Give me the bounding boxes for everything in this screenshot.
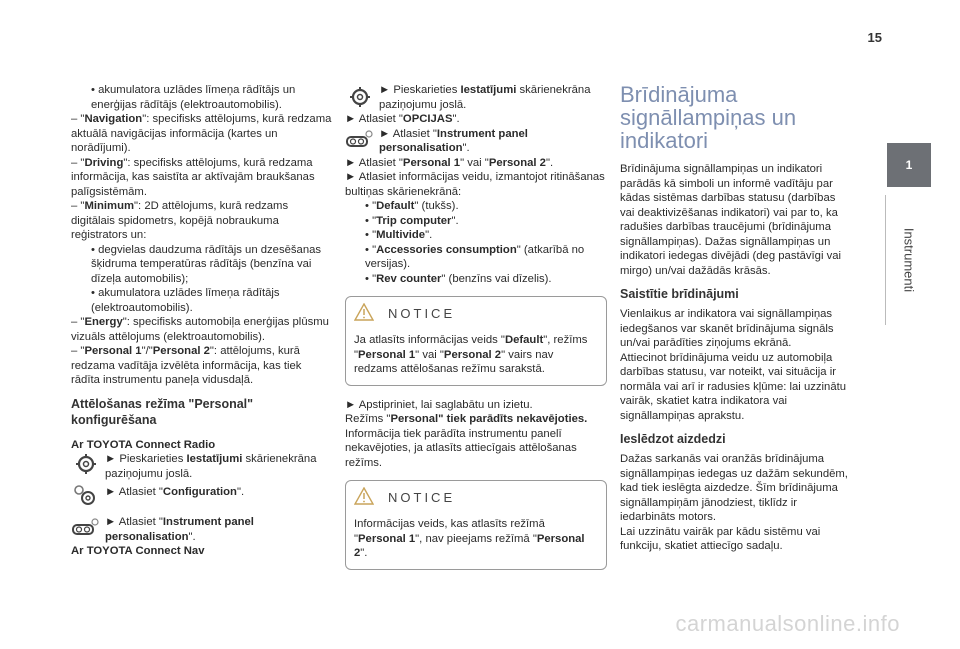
option-default: • "Default" (tukšs). [365,200,459,212]
mode-minimum: – "Minimum": 2D attēlojums, kurā redzams digitālais spidometrs, kopējā nobraukuma reģistrators un: [71,200,289,241]
paragraph-ignition-1: Dažas sarkanās vai oranžās brīdinājuma signāllampiņas iedegas uz dažām sekundēm, kad tiek ieslēgta aizdedze. Šīm brīdinājuma signāllampiņām jānodziest, tiklīdz ir iedarbināts motors. [620,453,848,523]
section-title-warning-lamps: Brīdinājuma signāllampiņas un indikatori [620,82,797,153]
step-confirm: ► Apstipriniet, lai saglabātu un izietu. [345,398,533,411]
notice-box-personal: NOTICE Informācijas veids, kas atlasīts režīmā "Personal 1", nav pieejams režīmā "Personal 2". [345,480,607,570]
step-info-type: ► Atlasiet informācijas veidu, izmantojot ritināšanas bultiņas skārienekrānā: [345,171,605,198]
step-configuration: ► Atlasiet "Configuration". [71,483,333,507]
mode-driving: – "Driving": specifisks attēlojums, kurā redzama informācija, kas saistīta ar aktīvajām braukšanas palīgsistēmām. [71,156,315,198]
bullet-battery-level: • akumulatora uzlādes līmeņa rādītājs un enerģijas rādītājs (elektroautomobilis). [91,84,296,111]
mode-shown-line: Režīms "Personal" tiek parādīts nekavējoties. [345,413,588,425]
column-left [71,83,333,559]
instrument-panel-icon [71,515,99,539]
step-settings: ► Pieskarieties Iestatījumi skārienekrāna paziņojumu joslā. [71,452,333,481]
configuration-gears-icon [71,483,99,507]
heading-related-warnings: Saistītie brīdinājumi [620,287,739,301]
step-settings-nav: ► Pieskarieties Iestatījumi skārienekrāna paziņojumu joslā. [345,83,607,112]
option-rev-counter: • "Rev counter" (benzīns vai dīzelis). [365,272,552,285]
settings-gear-icon [71,452,99,476]
step-personal-select: ► Atlasiet "Personal 1" vai "Personal 2". [345,156,554,169]
warning-triangle-icon [354,487,374,510]
step-instrument-panel: ► Atlasiet "Instrument panel personalisation". [71,515,333,544]
notice-box-default: NOTICE Ja atlasīts informācijas veids "Default", režīms "Personal 1" vai "Personal 2" vairs nav redzams attēlošanas režīmu sarakstā. [345,296,607,386]
notice-label: NOTICE [388,489,456,505]
bullet-battery-level-2: • akumulatora uzlādes līmeņa rādītājs (elektroautomobilis). [91,287,280,314]
option-accessories: • "Accessories consumption" (atkarībā no versijas). [365,243,585,270]
heading-ignition: Ieslēdzot aizdedzi [620,432,726,446]
intro-paragraph: Brīdinājuma signāllampiņas un indikatori parādās kā simboli un informē vadītāju par kādas sistēmas darbības statusu (darbības vai deaktivizēšanas indikatori) vai par to, ka radušies darbības traucējumi (brīdinājuma signāllampiņas). Dažas signāllampiņas un indikatori iedegas divējādi (deg pastāvīgi vai mirgo) un/vai dažādās krāsās. [620,163,842,277]
instrument-panel-icon [345,127,373,151]
subheading-connect-nav: Ar TOYOTA Connect Nav [71,545,205,557]
paragraph-related-2: Attiecinot brīdinājuma veidu uz automobiļa darbības statusu, var noteikt, vai situācija ir normāla vai arī ir radusies kļūme: lai uzzinātu vairāk, skatiet katra indikatora vai signāllampiņas aprakstu. [620,351,847,422]
subheading-connect-radio: Ar TOYOTA Connect Radio [71,438,216,451]
step-instrument-panel-nav: ► Atlasiet "Instrument panel personalisation". [345,127,607,156]
info-shown-text: Informācija tiek parādīta instrumentu panelī nekavējoties, ja atlasīts attiecīgais attēlošanas režīms. [345,427,577,469]
bullet-fuel-gauge: • degvielas daudzuma rādītājs un dzesēšanas šķidruma temperatūras rādītājs (benzīna vai dīzeļa automobilis); [91,243,322,285]
watermark: carmanualsonline.info [675,611,900,636]
notice-label: NOTICE [388,305,456,321]
column-middle [345,83,607,570]
mode-energy: – "Energy": specifisks automobiļa enerģijas plūsmu vizuāls attēlojums (elektroautomobilis). [71,316,329,343]
chapter-title-vertical: Instrumenti [901,227,917,293]
paragraph-related-1: Vienlaikus ar indikatora vai signāllampiņas iedegšanos var skanēt brīdinājuma signāls un/vai parādīties ziņojums ekrānā. [620,308,834,349]
paragraph-ignition-2: Lai uzzinātu vairāk par kādu sistēmu vai funkciju, skatiet attiecīgo sadaļu. [620,525,821,552]
option-trip-computer: • "Trip computer". [365,214,459,227]
option-multivide: • "Multivide". [365,229,433,241]
settings-gear-icon [345,83,373,107]
warning-triangle-icon [354,303,374,326]
page-number: 15 [867,30,882,45]
section-heading-personal: Attēlošanas režīma "Personal" konfigurēšana [71,396,254,427]
mode-personal: – "Personal 1"/"Personal 2": attēlojums, kurā redzama vadītāja izvēlēta informācija, kas tiek rādīta instrumentu paneļa vidusdaļā. [71,345,302,386]
mode-navigation: – "Navigation": specifisks attēlojums, kurā redzama aktuālā navigācijas informācija (kartes un norādījumi). [71,113,332,154]
step-options: ► Atlasiet "OPCIJAS". [345,113,460,125]
chapter-tab[interactable]: 1 [887,143,931,187]
column-right [620,83,852,554]
